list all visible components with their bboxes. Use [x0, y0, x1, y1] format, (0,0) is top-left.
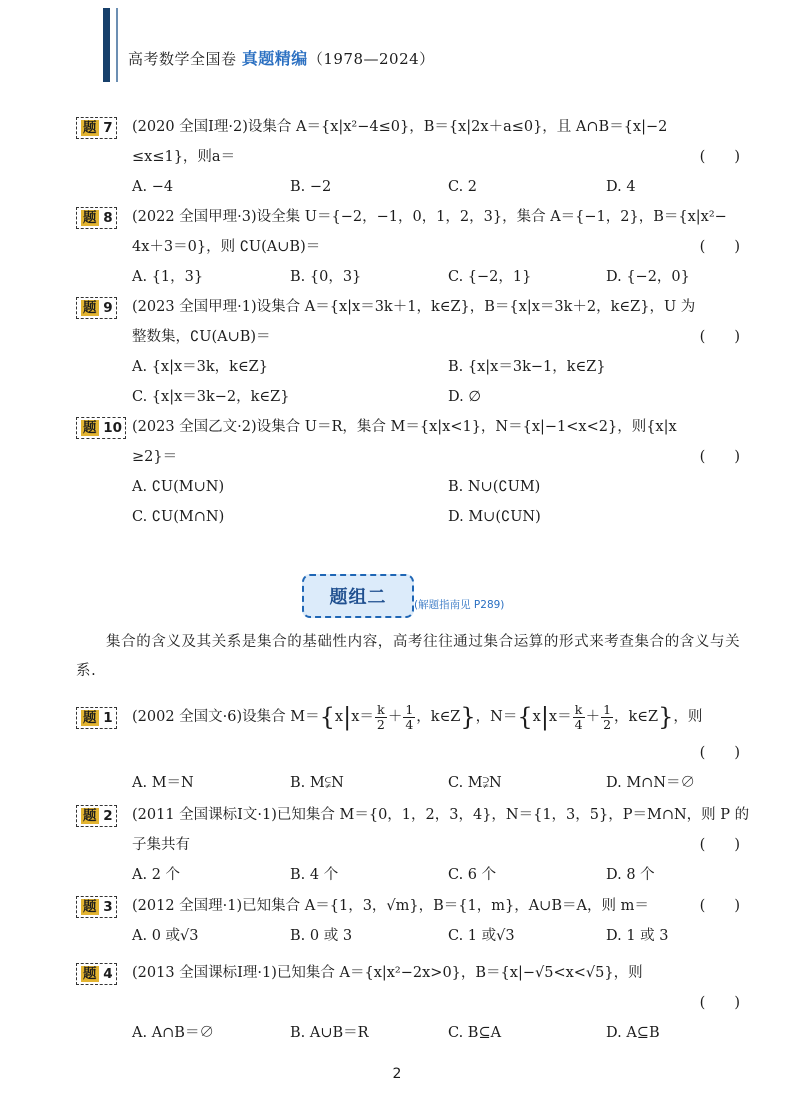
answer-blank: ( ): [699, 995, 740, 1011]
option-a: A. 0 或√3: [132, 928, 199, 944]
title-accent: 真题精编: [241, 49, 308, 68]
group-intro: 集合的含义及其关系是集合的基础性内容，高考往往通过集合运算的形式来考查集合的含义与关系.: [76, 634, 741, 679]
option-c: C. 6 个: [448, 867, 497, 883]
question-badge: 题 9: [76, 297, 117, 319]
question-text-cont: ≥2}＝: [132, 449, 178, 465]
fraction: $\frac{1}{2}$: [603, 701, 612, 732]
option-a: A. 2 个: [132, 867, 181, 883]
fraction: $\frac{k}{2}$: [376, 701, 385, 732]
question-text-cont: 整数集，∁U(A∪B)＝: [132, 329, 271, 345]
answer-blank: ( ): [699, 745, 740, 761]
option-c: C. {x|x＝3k−2，k∈Z}: [132, 389, 290, 405]
group2-question-1: [76, 700, 744, 798]
question-badge: 题 10: [76, 417, 126, 439]
question-text-cont: ≤x≤1}，则a＝: [132, 149, 236, 165]
question-badge: 题 2: [76, 805, 117, 827]
header-bar: [103, 8, 110, 82]
question-text: (2002 全国文·6)设集合 M＝{x|x＝ $\frac{k}{2}$ ＋ $\frac{1}{4}$ ，k∈Z}，N＝{x|x＝ $\frac{k}{4}$ ＋ $\frac{1}{2}$ ，k∈Z}，则: [132, 701, 703, 732]
option-d: D. M∪(∁UN): [448, 509, 541, 525]
question-text: (2022 全国甲理·3)设全集 U＝{−2，−1，0，1，2，3}，集合 A＝{−1，2}，B＝{x|x²−: [132, 209, 727, 225]
question-text: (2012 全国理·1)已知集合 A＝{1，3，√m}，B＝{1，m}，A∪B＝A，则 m＝: [132, 898, 649, 914]
option-d: D. 4: [606, 179, 636, 195]
title-main: 高考数学全国卷: [128, 50, 237, 68]
page-number: 2: [392, 1066, 402, 1082]
question-text: (2023 全国甲理·1)设集合 A＝{x|x＝3k＋1，k∈Z}，B＝{x|x＝3k＋2，k∈Z}，U 为: [132, 299, 696, 315]
group2-question-3: [76, 891, 744, 951]
question-badge: 题 4: [76, 963, 117, 985]
option-d: D. ∅: [448, 389, 481, 405]
option-d: D. {−2，0}: [606, 269, 690, 285]
answer-blank: ( ): [699, 329, 740, 345]
option-d: D. 8 个: [606, 867, 655, 883]
option-a: A. ∁U(M∪N): [132, 479, 225, 495]
fraction: $\frac{1}{4}$: [405, 701, 414, 732]
solution-guide-ref: (解题指南见 P289): [414, 599, 505, 611]
question-badge: 题 8: [76, 207, 117, 229]
option-b: B. {x|x＝3k−1，k∈Z}: [448, 359, 606, 375]
option-b: B. M⫋N: [290, 775, 344, 791]
option-c: C. 1 或√3: [448, 928, 515, 944]
question-text: (2011 全国课标Ⅰ文·1)已知集合 M＝{0，1，2，3，4}，N＝{1，3，5}，P＝M∩N，则 P 的: [132, 807, 750, 823]
answer-blank: ( ): [699, 898, 740, 914]
option-c: C. 2: [448, 179, 478, 195]
option-b: B. N∪(∁UM): [448, 479, 541, 495]
question-text-cont: 子集共有: [132, 837, 190, 853]
option-b: B. −2: [290, 179, 332, 195]
question-text: (2013 全国课标Ⅰ理·1)已知集合 A＝{x|x²−2x>0}，B＝{x|−√5<x<√5}，则: [132, 965, 643, 981]
option-b: B. 0 或 3: [290, 928, 353, 944]
option-a: A. {x|x＝3k，k∈Z}: [132, 359, 268, 375]
question-text: (2020 全国Ⅰ理·2)设集合 A＝{x|x²−4≤0}，B＝{x|2x＋a≤0}，且 A∩B＝{x|−2: [132, 119, 668, 135]
option-d: D. A⊆B: [606, 1025, 660, 1041]
option-c: C. ∁U(M∩N): [132, 509, 225, 525]
question-badge: 题 7: [76, 117, 117, 139]
header-rule: [116, 8, 118, 82]
answer-blank: ( ): [699, 449, 740, 465]
group-title: 题组二: [329, 587, 387, 608]
question-badge: 题 3: [76, 896, 117, 918]
option-c: C. {−2，1}: [448, 269, 532, 285]
option-d: D. 1 或 3: [606, 928, 669, 944]
option-a: A. M＝N: [132, 775, 194, 791]
question-8: [76, 202, 744, 292]
question-10: [76, 412, 744, 532]
question-7: [76, 112, 744, 202]
group2-question-2: [76, 800, 750, 890]
option-d: D. M∩N＝∅: [606, 775, 696, 791]
option-a: A. −4: [132, 179, 174, 195]
title-years: （1978—2024）: [307, 50, 435, 68]
answer-blank: ( ): [699, 149, 740, 165]
fraction: $\frac{k}{4}$: [574, 701, 583, 732]
group-heading-box: [302, 574, 414, 618]
question-text-cont: 4x＋3＝0}，则 ∁U(A∪B)＝: [132, 239, 321, 255]
option-c: C. M⫌N: [448, 775, 502, 791]
question-9: [76, 292, 744, 412]
option-a: A. A∩B＝∅: [132, 1025, 214, 1041]
answer-blank: ( ): [699, 239, 740, 255]
group2-question-4: [76, 958, 744, 1048]
option-b: B. A∪B＝R: [290, 1025, 369, 1041]
question-badge: 题 1: [76, 707, 117, 729]
option-a: A. {1，3}: [132, 269, 204, 285]
option-c: C. B⊆A: [448, 1025, 502, 1041]
option-b: B. 4 个: [290, 867, 339, 883]
answer-blank: ( ): [699, 837, 740, 853]
book-title: [128, 46, 435, 69]
option-b: B. {0，3}: [290, 269, 362, 285]
question-text: (2023 全国乙文·2)设集合 U＝R，集合 M＝{x|x<1}，N＝{x|−1<x<2}，则{x|x: [132, 419, 677, 435]
